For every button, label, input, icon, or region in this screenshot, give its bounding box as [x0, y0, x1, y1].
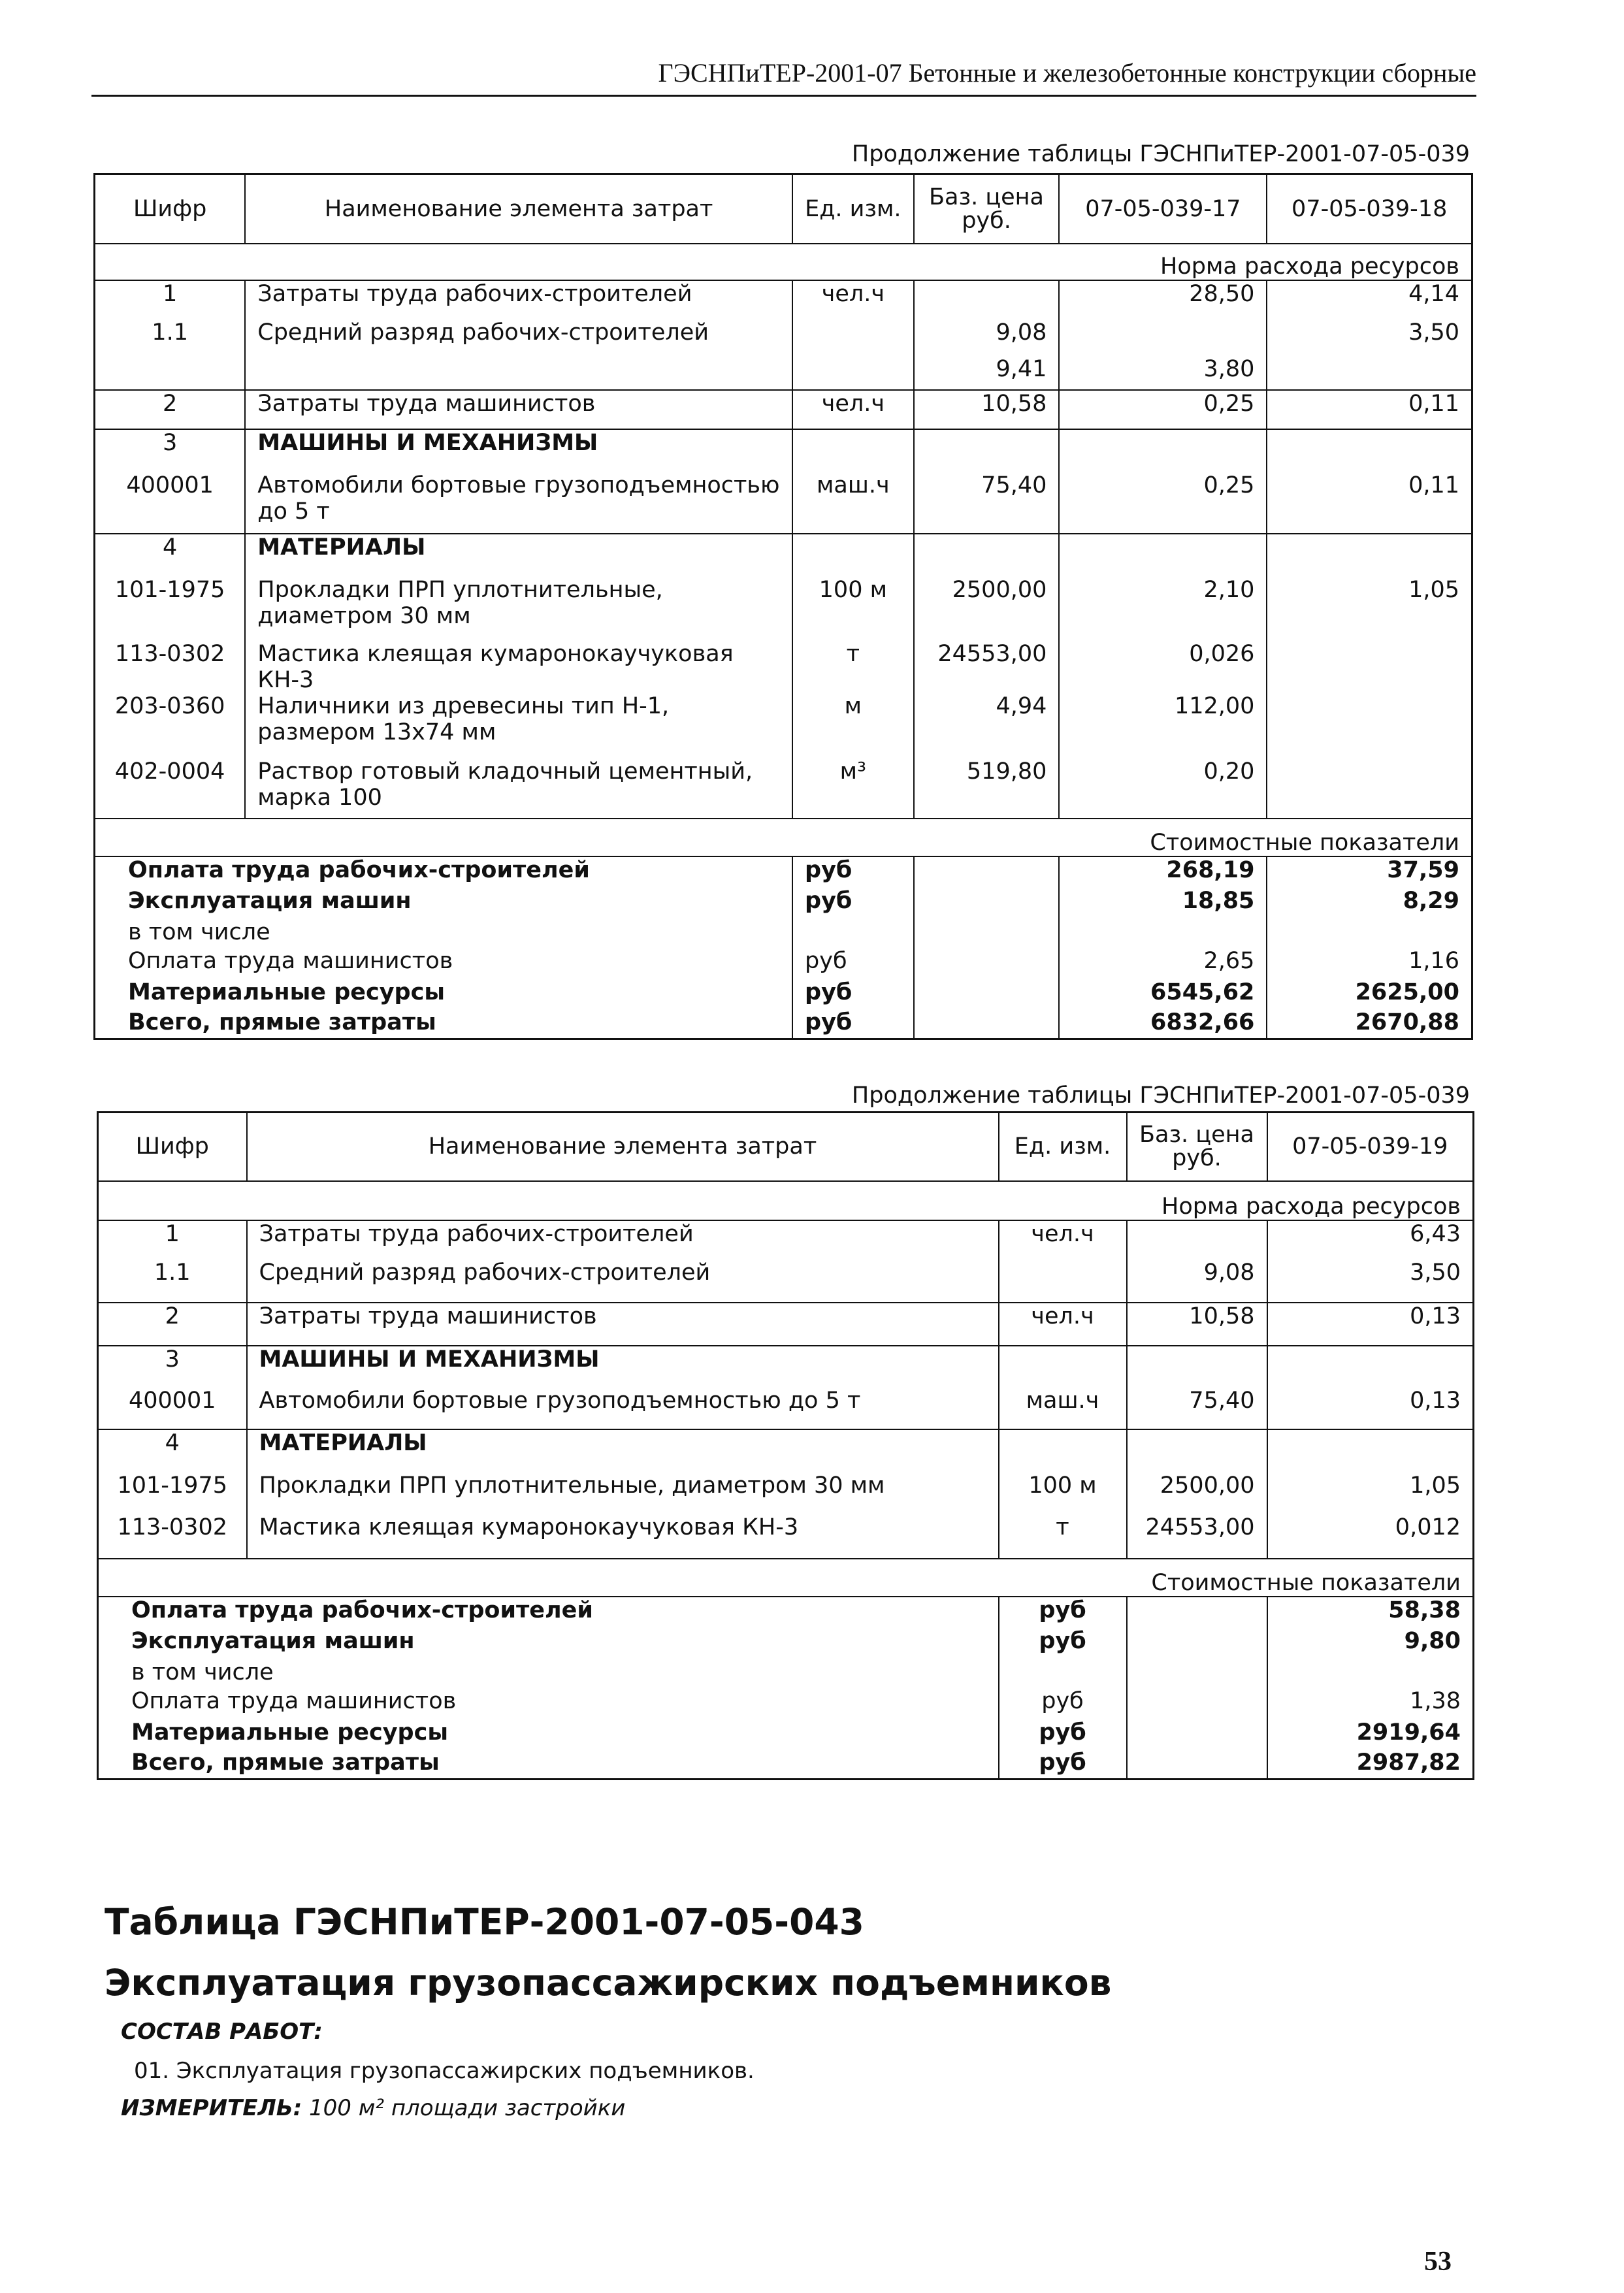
col-name-header: Наименование элемента затрат [247, 1113, 999, 1181]
table-row: в том числе [95, 919, 1472, 948]
table-row: Эксплуатация машин руб 9,80 [98, 1628, 1474, 1659]
measure-label: ИЗМЕРИТЕЛЬ: [121, 2095, 302, 2121]
table-row: Эксплуатация машин руб 18,85 8,29 [95, 888, 1472, 919]
table-row: 2 Затраты труда машинистов чел.ч 10,58 0,13 [98, 1303, 1474, 1346]
table-row: Всего, прямые затраты руб 6832,66 2670,88 [95, 1009, 1472, 1039]
table-row: 101-1975 Прокладки ПРП уплотнительные, диаметром 30 мм 100 м 2500,00 2,10 1,05 [95, 577, 1472, 641]
table-row: 4 МАТЕРИАЛЫ [95, 534, 1472, 577]
table-row: Оплата труда рабочих-строителей руб 268,19 37,59 [95, 856, 1472, 888]
table-row: 2 Затраты труда машинистов чел.ч 10,58 0,25 0,11 [95, 390, 1472, 429]
cost-label-row [98, 1559, 1474, 1597]
header-rule [91, 95, 1476, 97]
table-row: 9,41 3,80 [95, 356, 1472, 390]
cost-label: Стоимостные показатели [1151, 1569, 1461, 1596]
norm-label: Норма расхода ресурсов [1160, 253, 1459, 280]
norm-row [95, 244, 1472, 280]
col-unit-header: Ед. изм. [792, 174, 914, 244]
table-row: 1 Затраты труда рабочих-строителей чел.ч 28,50 4,14 [95, 280, 1472, 319]
table-row: Всего, прямые затраты руб 2987,82 [98, 1749, 1474, 1780]
table-row: 113-0302 Мастика клеящая кумаронокаучуковая КН-3 т 24553,00 0,012 [98, 1514, 1474, 1559]
cost-label-row [95, 819, 1472, 856]
table-row: Оплата труда машинистов руб 1,38 [98, 1688, 1474, 1719]
table-row: 101-1975 Прокладки ПРП уплотнительные, диаметром 30 мм 100 м 2500,00 1,05 [98, 1472, 1474, 1514]
table-row: 4 МАТЕРИАЛЫ [98, 1429, 1474, 1472]
page-number: 53 [1424, 2247, 1452, 2277]
table1-header-row [95, 174, 1472, 244]
composition-heading: СОСТАВ РАБОТ: [121, 2019, 323, 2045]
table-row: 1 Затраты труда рабочих-строителей чел.ч 6,43 [98, 1220, 1474, 1260]
table-row: в том числе [98, 1659, 1474, 1688]
table-row: 113-0302 Мастика клеящая кумаронокаучуковая КН-3 т 24553,00 0,026 [95, 641, 1472, 693]
table1 [93, 173, 1473, 1040]
section-subtitle: Эксплуатация грузопассажирских подъемников [105, 1962, 1112, 2004]
table-row: Материальные ресурсы руб 2919,64 [98, 1719, 1474, 1749]
running-header: ГЭСНПиТЕР-2001-07 Бетонные и железобетонные конструкции сборные [658, 58, 1476, 88]
col-code-header: Шифр [95, 174, 246, 244]
table-row: 1.1 Средний разряд рабочих-строителей 9,08 3,50 [95, 319, 1472, 356]
table1-caption: Продолжение таблицы ГЭСНПиТЕР-2001-07-05-039 [851, 141, 1470, 167]
table-row: 400001 Автомобили бортовые грузоподъемностью до 5 т маш.ч 75,40 0,25 0,11 [95, 472, 1472, 534]
table2-header-row [98, 1113, 1474, 1181]
col-unit-header: Ед. изм. [999, 1113, 1127, 1181]
measure-line [121, 2095, 625, 2121]
table-row: Оплата труда машинистов руб 2,65 1,16 [95, 948, 1472, 979]
table-row: 3 МАШИНЫ И МЕХАНИЗМЫ [98, 1346, 1474, 1388]
norm-label: Норма расхода ресурсов [1161, 1193, 1461, 1220]
col-name-header: Наименование элемента затрат [245, 174, 792, 244]
table-row: Оплата труда рабочих-строителей руб 58,38 [98, 1597, 1474, 1628]
table-row: 402-0004 Раствор готовый кладочный цементный, марка 100 м³ 519,80 0,20 [95, 758, 1472, 819]
table-row: 1.1 Средний разряд рабочих-строителей 9,08 3,50 [98, 1260, 1474, 1303]
col-price-header: Баз. цена руб. [1127, 1113, 1267, 1181]
composition-item: 01. Эксплуатация грузопассажирских подъемников. [134, 2058, 755, 2084]
table-row: 400001 Автомобили бортовые грузоподъемностью до 5 т маш.ч 75,40 0,13 [98, 1388, 1474, 1429]
table-row: 203-0360 Наличники из древесины тип Н-1, размером 13х74 мм м 4,94 112,00 [95, 693, 1472, 758]
col-price-header: Баз. цена руб. [914, 174, 1060, 244]
table2-caption: Продолжение таблицы ГЭСНПиТЕР-2001-07-05-039 [851, 1082, 1470, 1109]
norm-row [98, 1181, 1474, 1220]
section-title: Таблица ГЭСНПиТЕР-2001-07-05-043 [105, 1901, 864, 1943]
table2 [97, 1111, 1474, 1780]
table-row: 3 МАШИНЫ И МЕХАНИЗМЫ [95, 429, 1472, 472]
table-row: Материальные ресурсы руб 6545,62 2625,00 [95, 979, 1472, 1009]
measure-value: 100 м² площади застройки [309, 2095, 626, 2121]
col-a-header: 07-05-039-17 [1059, 174, 1267, 244]
cost-label: Стоимостные показатели [1150, 829, 1459, 856]
col-b-header: 07-05-039-18 [1291, 195, 1448, 222]
col-a-header: 07-05-039-19 [1292, 1133, 1448, 1160]
col-code-header: Шифр [98, 1113, 247, 1181]
